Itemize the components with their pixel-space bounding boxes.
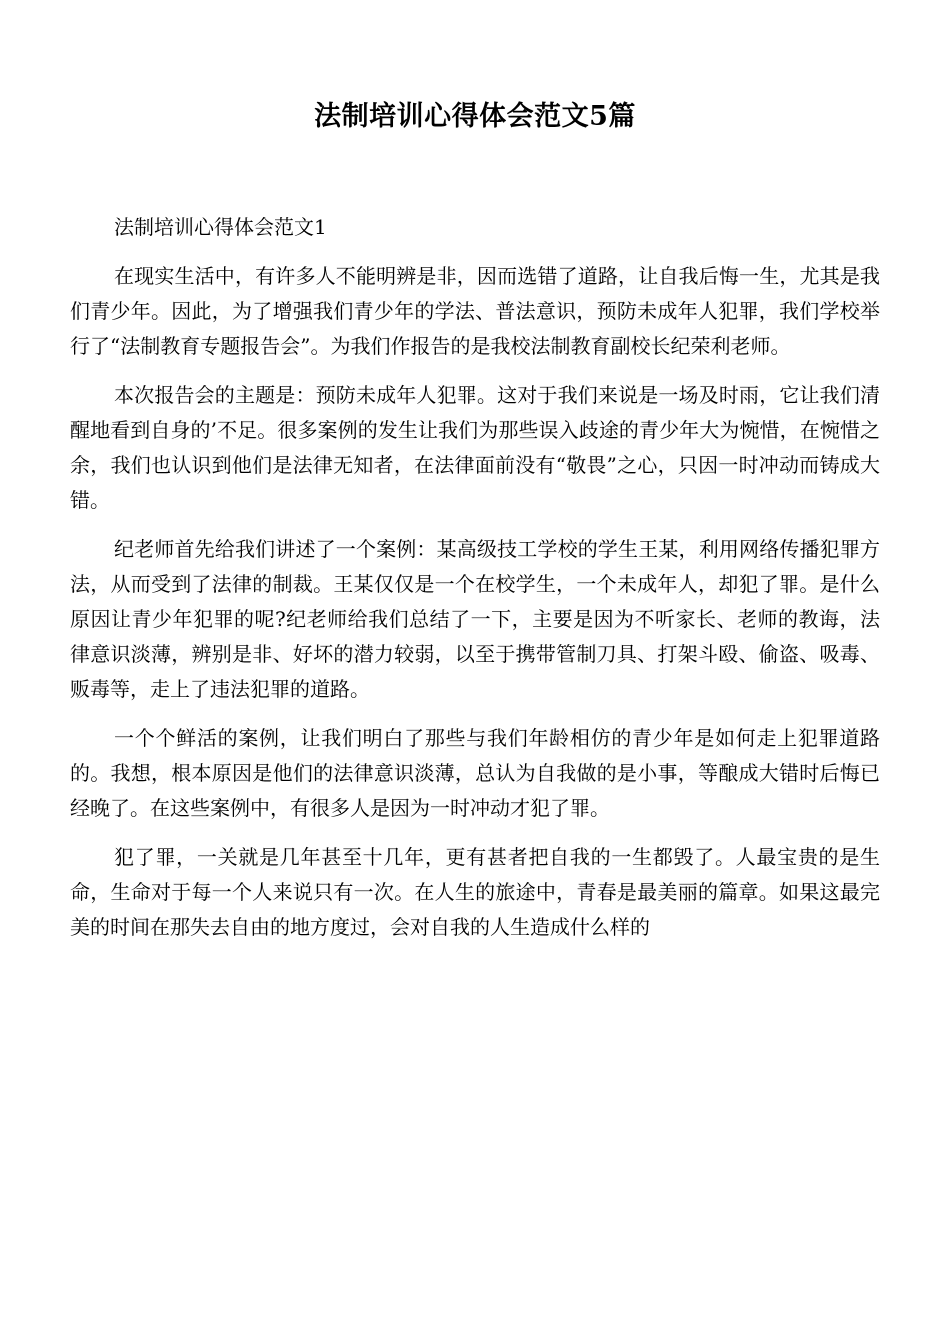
paragraph-1: 在现实生活中，有许多人不能明辨是非，因而选错了道路，让自我后悔一生，尤其是我们青少年。因此，为了增强我们青少年的学法、普法意识，预防未成年人犯罪，我们学校举行了“法制教育专题报告会”。为我们作报告的是我校法制教育副校长纪荣利老师。: [70, 264, 880, 358]
paragraph-4: 一个个鲜活的案例，让我们明白了那些与我们年龄相仿的青少年是如何走上犯罪道路的。我想，根本原因是他们的法律意识淡薄，总认为自我做的是小事，等酿成大错时后悔已经晚了。在这些案例中，有很多人是因为一时冲动才犯了罪。: [70, 726, 880, 820]
paragraph-5: 犯了罪，一关就是几年甚至十几年，更有甚者把自我的一生都毁了。人最宝贵的是生命，生命对于每一个人来说只有一次。在人生的旅途中，青春是最美丽的篇章。如果这最完美的时间在那失去自由的地方度过，会对自我的人生造成什么样的: [70, 845, 880, 939]
document-body: [70, 210, 880, 959]
paragraph-2: 本次报告会的主题是：预防未成年人犯罪。这对于我们来说是一场及时雨，它让我们清醒地看到自身的’不足。很多案例的发生让我们为那些误入歧途的青少年大为惋惜，在惋惜之余，我们也认识到他们是法律无知者，在法律面前没有“敬畏”之心，只因一时冲动而铸成大错。: [70, 383, 880, 512]
paragraph-3: 纪老师首先给我们讲述了一个案例：某高级技工学校的学生王某，利用网络传播犯罪方法，从而受到了法律的制裁。王某仅仅是一个在校学生，一个未成年人，却犯了罪。是什么原因让青少年犯罪的呢?纪老师给我们总结了一下，主要是因为不听家长、老师的教诲，法律意识淡薄，辨别是非、好坏的潜力较弱，以至于携带管制刀具、打架斗殴、偷盗、吸毒、贩毒等，走上了违法犯罪的道路。: [70, 537, 880, 701]
section-heading: 法制培训心得体会范文1: [114, 215, 327, 239]
document-title: 法制培训心得体会范文5篇: [314, 101, 636, 132]
